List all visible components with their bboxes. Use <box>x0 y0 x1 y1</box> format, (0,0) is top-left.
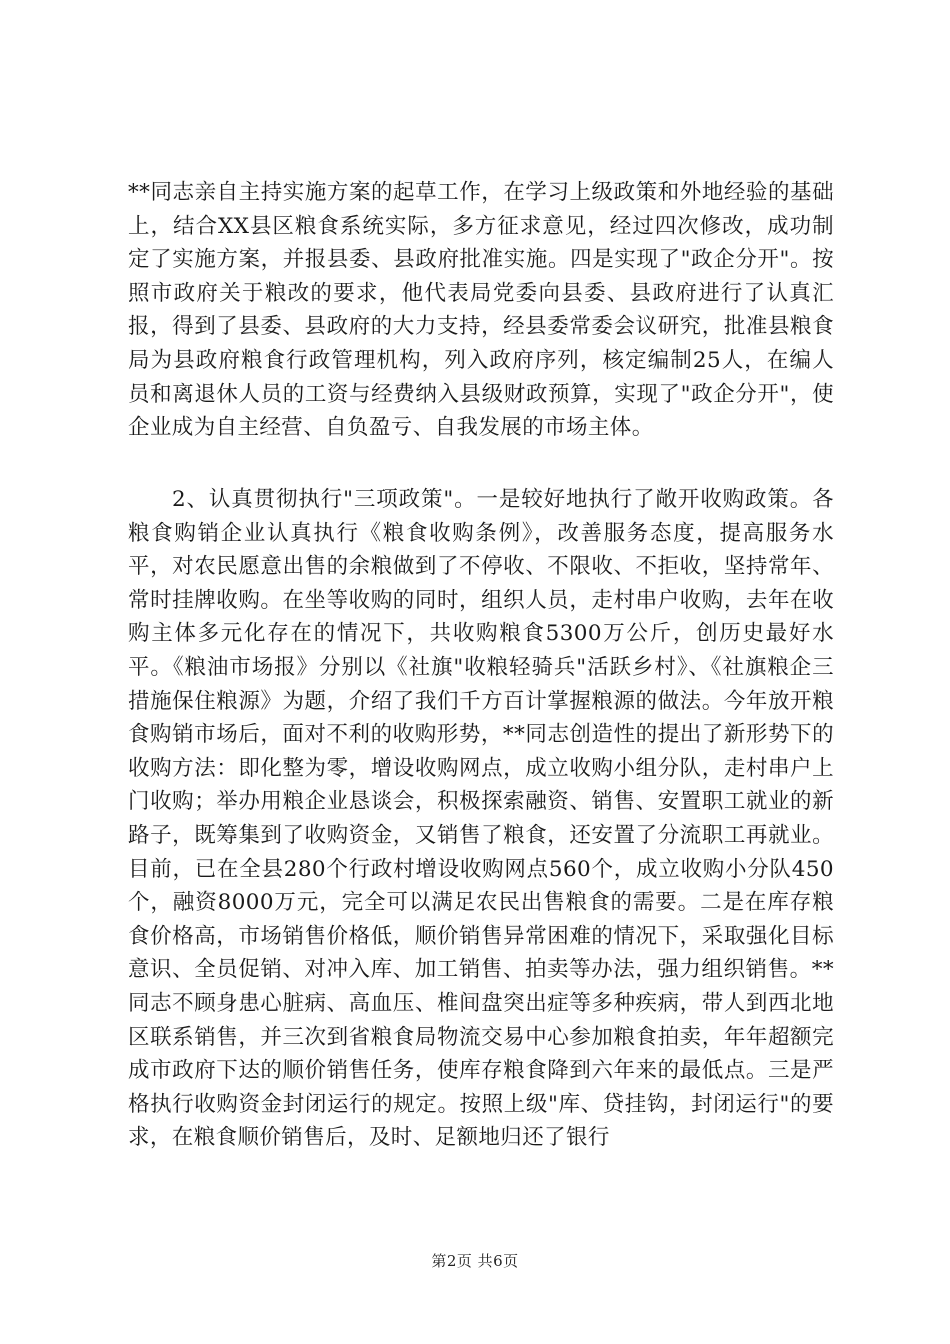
page-number-footer: 第2页 共6页 <box>431 1252 519 1270</box>
body-paragraph-2: 2、认真贯彻执行"三项政策"。一是较好地执行了敞开收购政策。各粮食购销企业认真执行《粮食收购条例》，改善服务态度，提高服务水平，对农民愿意出售的余粮做到了不停收、不限收、不拒收，坚持常年、常时挂牌收购。在坐等收购的同时，组织人员，走村串户收购，去年在收购主体多元化存在的情况下，共收购粮食5300万公斤，创历史最好水平。《粮油市场报》分别以《社旗"收粮轻骑兵"活跃乡村》、《社旗粮企三措施保住粮源》为题，介绍了我们千方百计掌握粮源的做法。今年放开粮食购销市场后，面对不利的收购形势，**同志创造性的提出了新形势下的收购方法：即化整为零，增设收购网点，成立收购小组分队，走村串户上门收购；举办用粮企业恳谈会，积极探索融资、销售、安置职工就业的新路子，既筹集到了收购资金，又销售了粮食，还安置了分流职工再就业。目前，已在全县280个行政村增设收购网点560个，成立收购小分队450个，融资8000万元，完全可以满足农民出售粮食的需要。二是在库存粮食价格高，市场销售价格低，顺价销售异常困难的情况下，采取强化目标意识、全员促销、对冲入库、加工销售、拍卖等办法，强力组织销售。**同志不顾身患心脏病、高血压、椎间盘突出症等多种疾病，带人到西北地区联系销售，并三次到省粮食局物流交易中心参加粮食拍卖，年年超额完成市政府下达的顺价销售任务，使库存粮食降到六年来的最低点。三是严格执行收购资金封闭运行的规定。按照上级"库、贷挂钩，封闭运行"的要求，在粮食顺价销售后，及时、足额地归还了银行 <box>128 487 834 1151</box>
body-paragraph-1: **同志亲自主持实施方案的起草工作，在学习上级政策和外地经验的基础上，结合XX县区粮食系统实际，多方征求意见，经过四次修改，成功制定了实施方案，并报县委、县政府批准实施。四是实现了"政企分开"。按照市政府关于粮改的要求，他代表局党委向县委、县政府进行了认真汇报，得到了县委、县政府的大力支持，经县委常委会议研究，批准县粮食局为县政府粮食行政管理机构，列入政府序列，核定编制25人，在编人员和离退休人员的工资与经费纳入县级财政预算，实现了"政企分开"，使企业成为自主经营、自负盈亏、自我发展的市场主体。 <box>128 180 834 441</box>
